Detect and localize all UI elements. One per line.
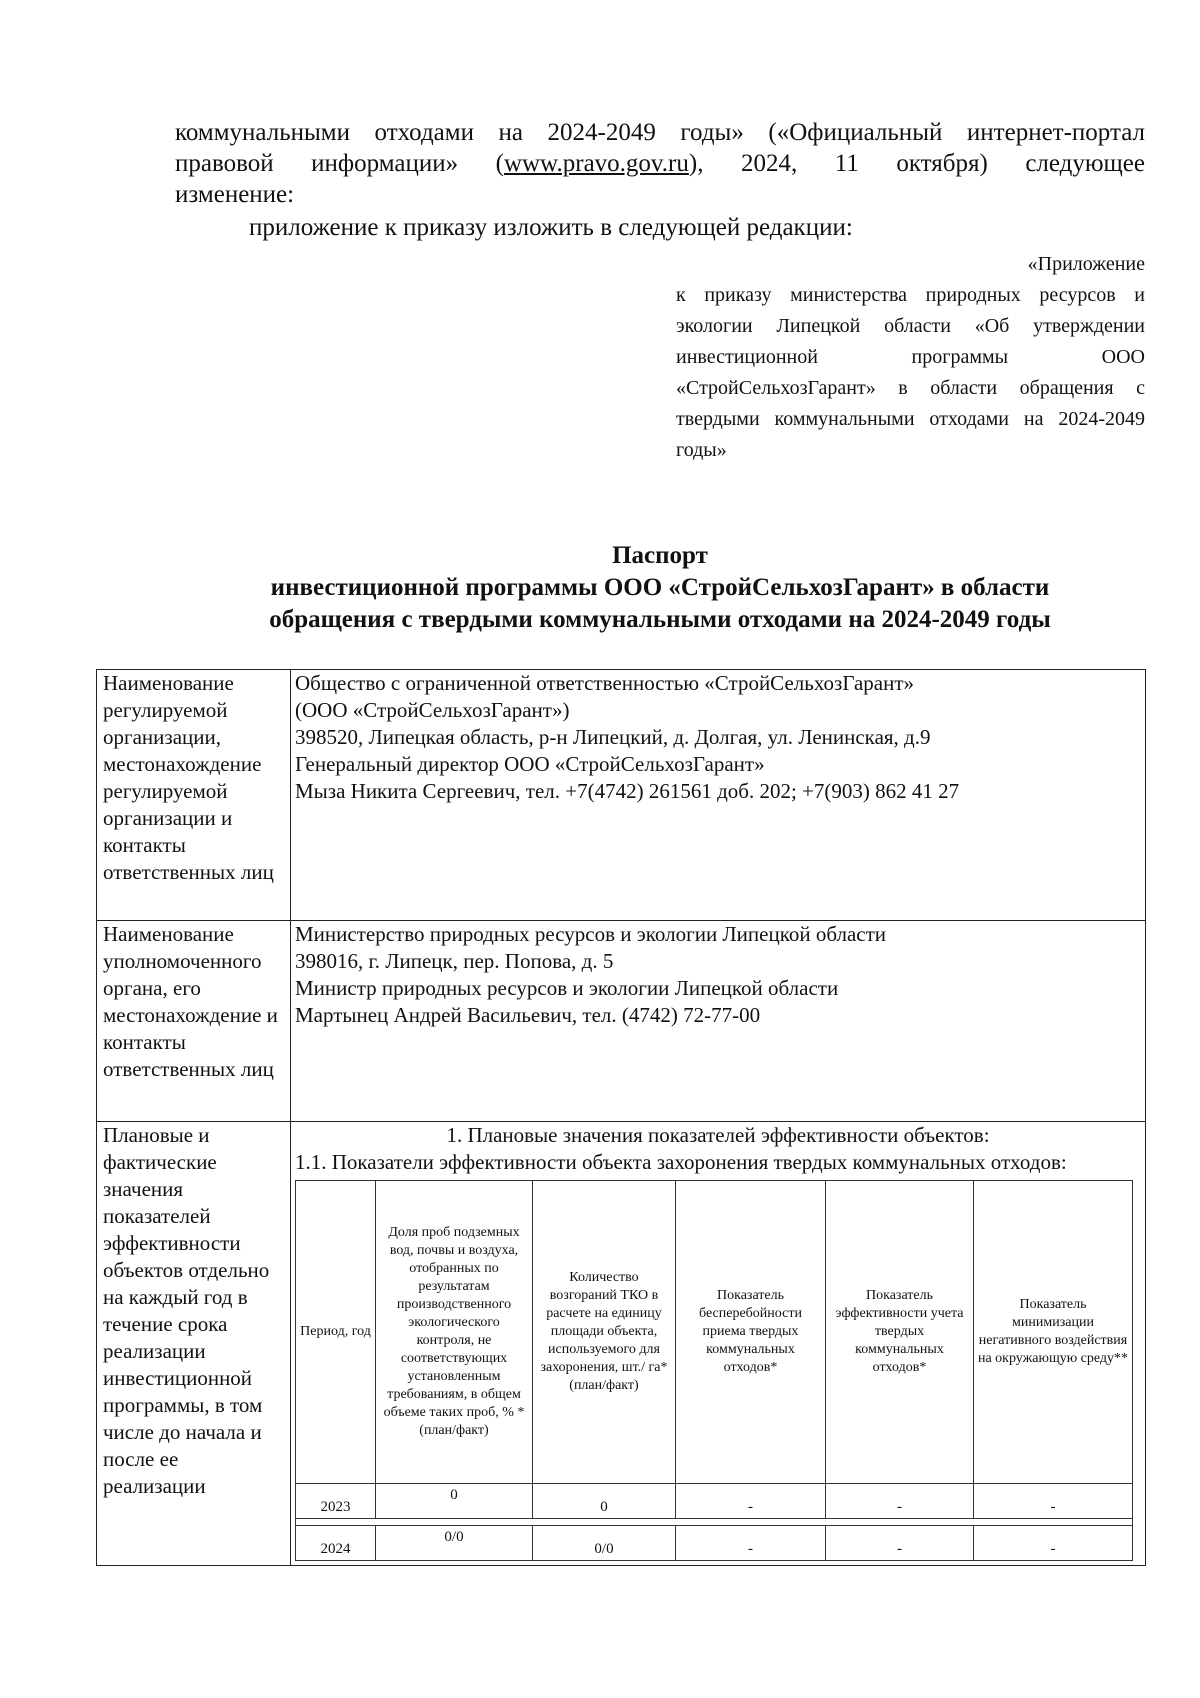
value-line: (ООО «СтройСельхозГарант») [295,698,570,722]
intro-line-2: правовой информации» (www.pravo.gov.ru), 2024, 11 октября) следующее [175,150,1145,177]
row-value [291,1122,1146,1566]
title-line-2: инвестиционной программы ООО «СтройСельхозГарант» в области [270,574,1050,601]
cell-period: 2023 [296,1484,376,1519]
cell-accounting: - [826,1484,974,1519]
column-header-reception: Показатель бесперебойности приема твердых коммунальных отходов* [676,1181,826,1484]
value-line: Мартынец Андрей Васильевич, тел. (4742) 72-77-00 [295,1003,761,1027]
row-label: Наименование регулируемой организации, местонахождение регулируемой организации и контакты ответственных лиц [97,670,291,921]
subsection-heading: 1.1. Показатели эффективности объекта захоронения твердых коммунальных отходов: [295,1150,1067,1174]
section-heading: 1. Плановые значения показателей эффективности объектов: [446,1123,990,1147]
column-header-fires-count: Количество возгораний ТКО в расчете на единицу площади объекта, используемого для захоронения, шт./ га* (план/факт) [533,1181,676,1484]
title-line-1: Паспорт [612,542,708,569]
passport-row-authority [97,921,1146,1122]
value-line: Министр природных ресурсов и экологии Липецкой области [295,976,839,1000]
value-line: Министерство природных ресурсов и экологии Липецкой области [295,922,887,946]
indicators-table [295,1180,1133,1561]
passport-table [96,669,1146,1566]
row-value [291,670,1146,921]
cell-reception: - [676,1526,826,1561]
passport-row-organization [97,670,1146,921]
intro-line-1: коммунальными отходами на 2024-2049 годы» («Официальный интернет-портал [175,119,1145,146]
appendix-header [676,249,1145,466]
column-header-accounting: Показатель эффективности учета твердых коммунальных отходов* [826,1181,974,1484]
value-line: Общество с ограниченной ответственностью «СтройСельхозГарант» [295,671,914,695]
value-line: 398016, г. Липецк, пер. Попова, д. 5 [295,949,614,973]
intro-line-3: изменение: [175,181,295,208]
cell-fires-count: 0 [533,1484,676,1519]
cell-period: 2024 [296,1526,376,1561]
row-value [291,921,1146,1122]
intro-paragraph [175,117,1145,243]
value-line: 398520, Липецкая область, р-н Липецкий, д. Долгая, ул. Ленинская, д.9 [295,725,931,749]
pravo-link[interactable]: www.pravo.gov.ru [503,150,689,177]
value-line: Генеральный директор ООО «СтройСельхозГарант» [295,752,765,776]
table-row [296,1484,1133,1519]
column-header-samples-share: Доля проб подземных вод, почвы и воздуха, отобранных по результатам производственного экологического контроля, не соответствующих установленным требованиям, в общем объеме таких проб, % * (план/факт) [376,1181,533,1484]
passport-row-indicators [97,1122,1146,1566]
cell-fires-count: 0/0 [533,1526,676,1561]
appendix-body: к приказу министерства природных ресурсов и экологии Липецкой области «Об утверждении инвестиционной программы ООО «СтройСельхозГарант» в области обращения с твердыми коммунальными отходами на 2024-2049 годы» [676,284,1145,461]
column-header-period: Период, год [296,1181,376,1484]
value-line: Мыза Никита Сергеевич, тел. +7(4742) 261561 доб. 202; +7(903) 862 41 27 [295,779,960,803]
divider-cell [296,1519,1133,1526]
cell-reception: - [676,1484,826,1519]
cell-impact: - [974,1526,1133,1561]
cell-samples-share: 0 [376,1484,533,1519]
intro-line-4: приложение к приказу изложить в следующей редакции: [249,214,853,241]
cell-samples-share: 0/0 [376,1526,533,1561]
passport-title [120,540,1200,636]
indicators-header-row [296,1181,1133,1484]
column-header-impact: Показатель минимизации негативного воздействия на окружающую среду** [974,1181,1133,1484]
title-line-3: обращения с твердыми коммунальными отходами на 2024-2049 годы [269,606,1051,633]
row-divider [296,1519,1133,1526]
row-label: Наименование уполномоченного органа, его местонахождение и контакты ответственных лиц [97,921,291,1122]
appendix-heading: «Приложение [1027,253,1145,275]
cell-accounting: - [826,1526,974,1561]
table-row [296,1526,1133,1561]
row-label: Плановые и фактические значения показателей эффективности объектов отдельно на каждый год в течение срока реализации инвестиционной программы, в том числе до начала и после ее реализации [97,1122,291,1566]
cell-impact: - [974,1484,1133,1519]
